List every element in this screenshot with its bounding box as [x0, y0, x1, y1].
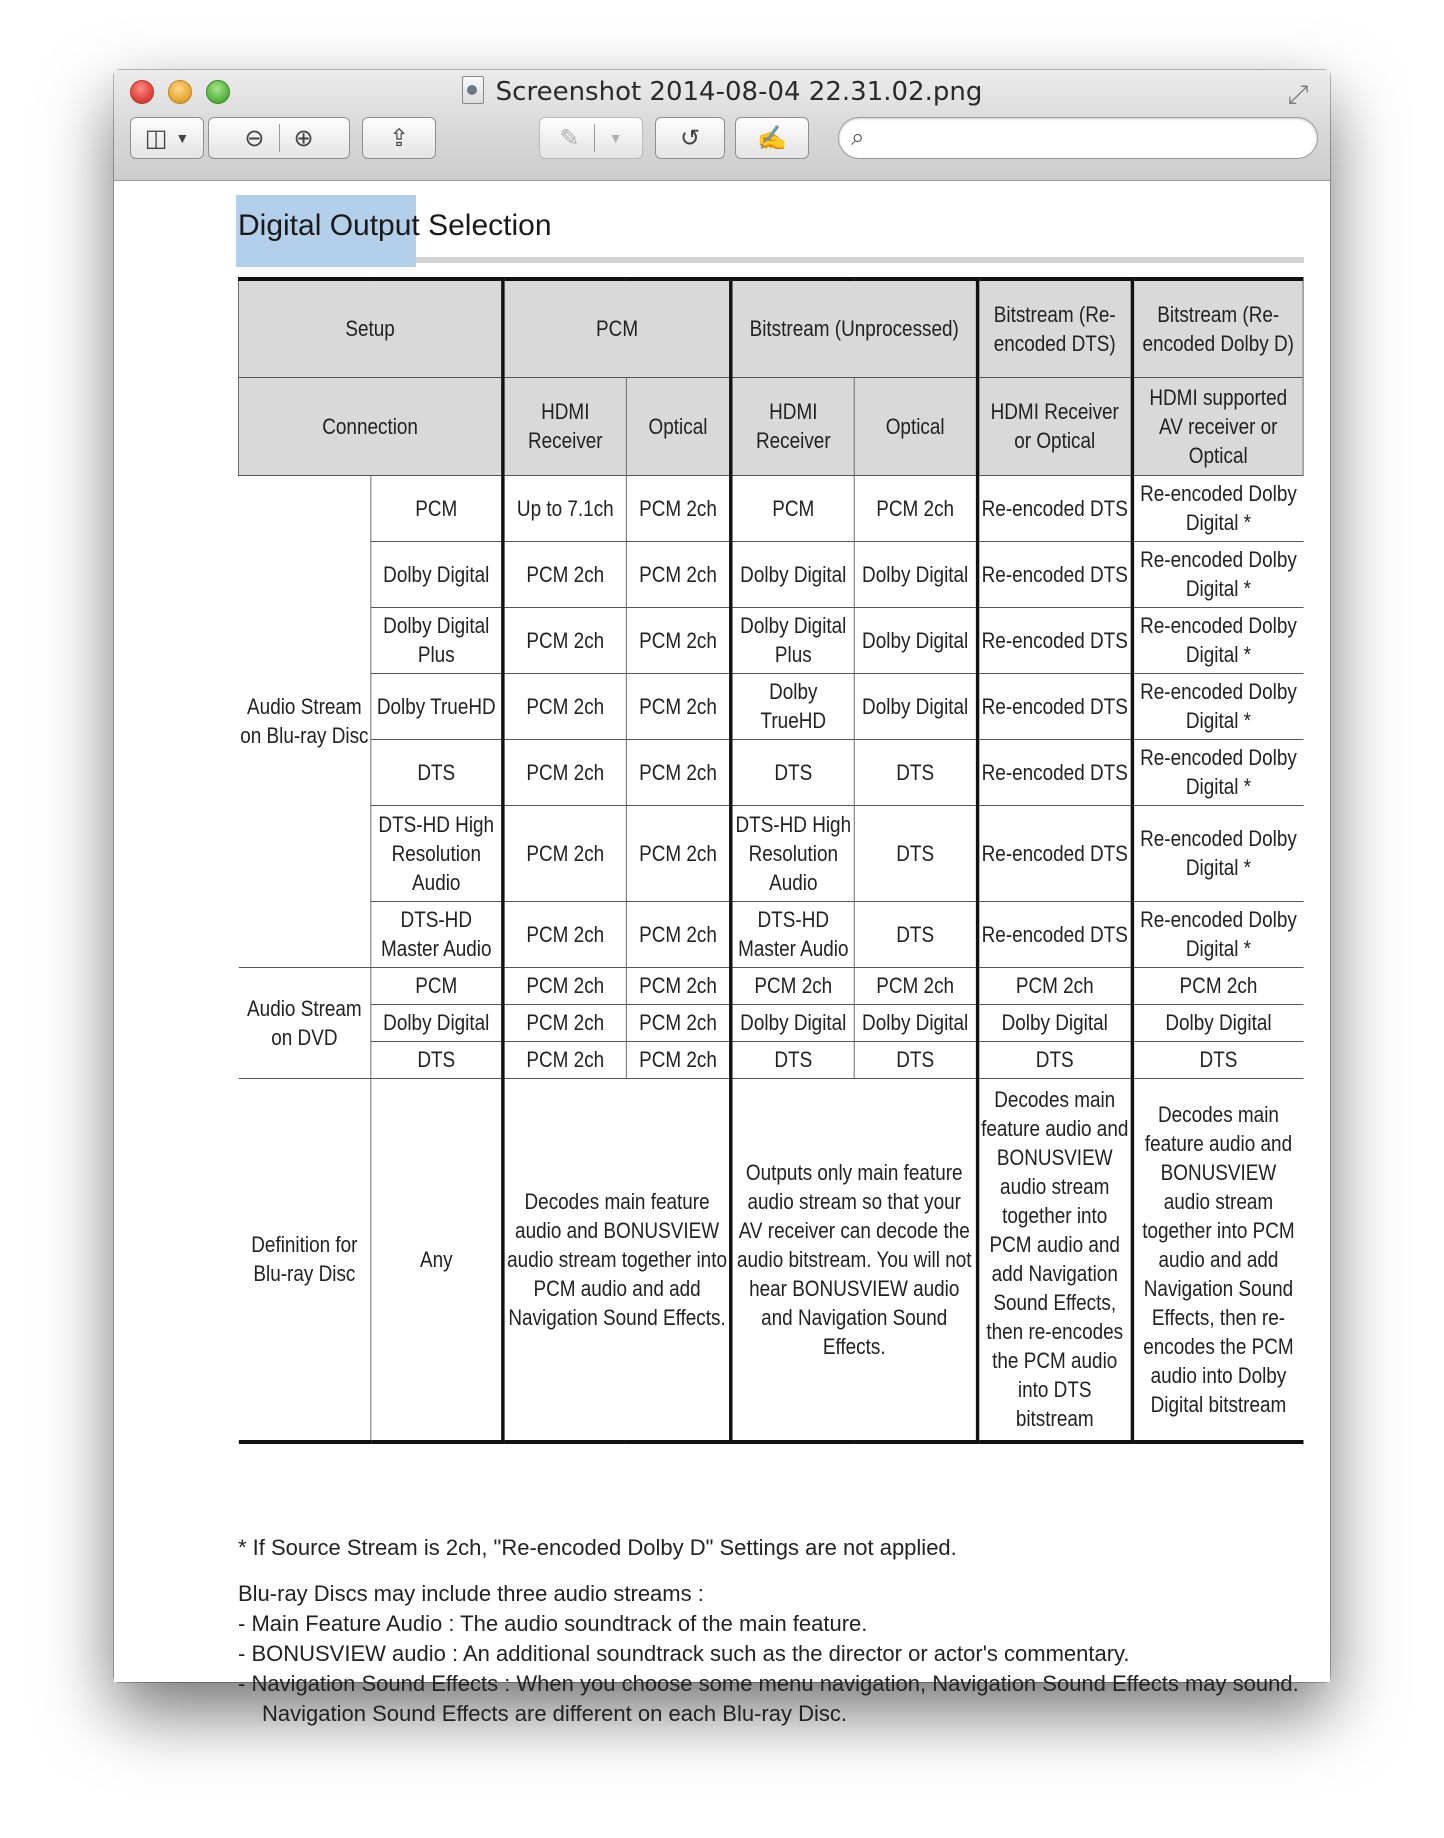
table-cell: PCM 2ch	[1132, 967, 1303, 1004]
definition-dolby: Decodes main feature audio and BONUSVIEW audio stream together into PCM audio and add Navigation Sound Effects, then re-encodes the PCM audio into Dolby Digital bitstream	[1132, 1078, 1303, 1442]
table-cell: Dolby Digital	[854, 541, 977, 607]
sidebar-icon: ◫	[144, 124, 168, 152]
table-cell: DTS	[731, 739, 854, 805]
stream-name: Dolby Digital	[371, 1004, 503, 1041]
edit-toolbar-button[interactable]	[735, 117, 809, 159]
setup-pcm: PCM	[503, 279, 731, 377]
table-cell: PCM 2ch	[626, 475, 731, 541]
table-row	[238, 1078, 1303, 1442]
conn-unproc-optical: Optical	[854, 377, 977, 475]
list-item: - Navigation Sound Effects : When you choose some menu navigation, Navigation Sound Effects may sound. Navigation Sound Effects are different on each Blu-ray Disc.	[238, 1671, 1299, 1726]
table-cell: Re-encoded Dolby Digital *	[1132, 475, 1303, 541]
setup-bitstream-dolby: Bitstream (Re-encoded Dolby D)	[1132, 279, 1303, 377]
section-heading	[238, 197, 1138, 247]
notes	[238, 1533, 1304, 1729]
group-label-dvd: Audio Stream on DVD	[238, 967, 370, 1078]
preview-window	[114, 70, 1330, 1726]
table-row	[238, 805, 1303, 901]
table-cell: Dolby Digital	[854, 607, 977, 673]
table-cell: Re-encoded DTS	[977, 673, 1132, 739]
table-cell: PCM	[731, 475, 854, 541]
heading-selected-text[interactable]: Digital Output	[238, 209, 420, 242]
table-cell: Re-encoded DTS	[977, 607, 1132, 673]
table-cell: Dolby Digital	[731, 1004, 854, 1041]
table-cell: Dolby Digital	[977, 1004, 1132, 1041]
sidebar-view-button[interactable]	[130, 117, 204, 159]
table-cell: DTS	[854, 1041, 977, 1078]
table-row	[238, 967, 1303, 1004]
search-icon: ⌕	[851, 124, 865, 151]
title-bar[interactable]	[114, 70, 1330, 181]
setup-bitstream-unprocessed: Bitstream (Unprocessed)	[731, 279, 977, 377]
table-cell: PCM 2ch	[626, 1041, 731, 1078]
list-item: - BONUSVIEW audio : An additional soundtrack such as the director or actor's commentary.	[238, 1641, 1130, 1666]
table-row	[238, 901, 1303, 967]
table-cell: Re-encoded DTS	[977, 805, 1132, 901]
pen-icon: ✎	[559, 124, 580, 152]
document-proxy-icon[interactable]	[462, 76, 484, 104]
table-cell: PCM 2ch	[503, 541, 626, 607]
share-icon: ⇪	[388, 124, 410, 152]
table-cell: Re-encoded Dolby Digital *	[1132, 805, 1303, 901]
table-cell: PCM 2ch	[854, 475, 977, 541]
table-cell: DTS-HD Master Audio	[731, 901, 854, 967]
fullscreen-icon[interactable]: ⤢	[1287, 79, 1309, 109]
table-cell: Dolby TrueHD	[731, 673, 854, 739]
table-cell: PCM 2ch	[503, 805, 626, 901]
table-cell: PCM 2ch	[503, 739, 626, 805]
table-row	[238, 1004, 1303, 1041]
notes-intro: Blu-ray Discs may include three audio streams :	[238, 1581, 704, 1606]
table-cell: PCM 2ch	[503, 1041, 626, 1078]
stream-name: DTS	[371, 739, 503, 805]
table-cell: PCM 2ch	[626, 739, 731, 805]
conn-dolby: HDMI supported AV receiver or Optical	[1132, 377, 1303, 475]
table-cell: Re-encoded Dolby Digital *	[1132, 607, 1303, 673]
zoom-in-icon[interactable]: ⊕	[293, 124, 314, 152]
table-cell: Dolby Digital	[1132, 1004, 1303, 1041]
conn-dts: HDMI Receiver or Optical	[977, 377, 1132, 475]
table-cell: PCM 2ch	[503, 673, 626, 739]
table-cell: Re-encoded Dolby Digital *	[1132, 673, 1303, 739]
stream-name: DTS-HD High Resolution Audio	[371, 805, 503, 901]
table-cell: DTS-HD High Resolution Audio	[731, 805, 854, 901]
setup-label: Setup	[238, 279, 503, 377]
table-cell: DTS	[1132, 1041, 1303, 1078]
stream-name: PCM	[371, 475, 503, 541]
stream-name: DTS-HD Master Audio	[371, 901, 503, 967]
table-cell: PCM 2ch	[503, 607, 626, 673]
table-cell: PCM 2ch	[854, 967, 977, 1004]
table-cell: Re-encoded DTS	[977, 739, 1132, 805]
definition-pcm: Decodes main feature audio and BONUSVIEW audio stream together into PCM audio and add Navigation Sound Effects.	[503, 1078, 731, 1442]
heading-rest-text: Selection	[419, 209, 552, 242]
table-cell: PCM 2ch	[626, 805, 731, 901]
table-cell: Dolby Digital	[854, 673, 977, 739]
table-cell: PCM 2ch	[503, 967, 626, 1004]
window-title	[114, 76, 1330, 107]
table-cell: DTS	[854, 739, 977, 805]
definition-unprocessed: Outputs only main feature audio stream so that your AV receiver can decode the audio bitstream. You will not hear BONUSVIEW audio and Navigation Sound Effects.	[731, 1078, 977, 1442]
table-cell: DTS	[854, 901, 977, 967]
table-cell: Re-encoded Dolby Digital *	[1132, 739, 1303, 805]
table-cell: PCM 2ch	[503, 1004, 626, 1041]
zoom-out-icon[interactable]: ⊖	[244, 124, 265, 152]
rotate-icon: ↺	[679, 124, 701, 152]
digital-output-table	[238, 277, 1304, 1444]
table-row	[238, 673, 1303, 739]
conn-unproc-hdmi: HDMI Receiver	[731, 377, 854, 475]
table-row	[238, 739, 1303, 805]
table-cell: PCM 2ch	[977, 967, 1132, 1004]
definition-dts: Decodes main feature audio and BONUSVIEW audio stream together into PCM audio and add Navigation Sound Effects, then re-encodes the PCM audio into DTS bitstream	[977, 1078, 1132, 1442]
table-cell: PCM 2ch	[626, 541, 731, 607]
connection-label: Connection	[238, 377, 503, 475]
table-cell: PCM 2ch	[626, 607, 731, 673]
table-cell: PCM 2ch	[626, 967, 731, 1004]
stream-name: Dolby Digital	[371, 541, 503, 607]
stream-name: Dolby Digital Plus	[371, 607, 503, 673]
table-cell: PCM 2ch	[626, 673, 731, 739]
table-cell: PCM 2ch	[626, 901, 731, 967]
table-cell: Up to 7.1ch	[503, 475, 626, 541]
table-cell: Dolby Digital	[854, 1004, 977, 1041]
stream-name: DTS	[371, 1041, 503, 1078]
table-cell: Re-encoded DTS	[977, 475, 1132, 541]
table-row	[238, 1041, 1303, 1078]
table-cell: PCM 2ch	[731, 967, 854, 1004]
stream-name: PCM	[371, 967, 503, 1004]
setup-bitstream-dts: Bitstream (Re-encoded DTS)	[977, 279, 1132, 377]
search-field[interactable]	[838, 117, 1318, 159]
list-item: - Main Feature Audio : The audio soundtrack of the main feature.	[238, 1611, 868, 1636]
search-input[interactable]	[883, 124, 1307, 154]
table-cell: PCM 2ch	[503, 901, 626, 967]
table-cell: Re-encoded Dolby Digital *	[1132, 541, 1303, 607]
share-button[interactable]	[362, 117, 436, 159]
table-cell: DTS	[977, 1041, 1132, 1078]
document-view[interactable]	[114, 181, 1330, 1726]
window-title-text: Screenshot 2014-08-04 22.31.02.png	[495, 77, 983, 107]
table-cell: DTS	[854, 805, 977, 901]
conn-pcm-hdmi: HDMI Receiver	[503, 377, 626, 475]
footnote: * If Source Stream is 2ch, "Re-encoded Dolby D" Settings are not applied.	[238, 1535, 957, 1560]
chevron-down-icon: ▼	[608, 130, 623, 146]
definition-label: Definition for Blu-ray Disc	[238, 1078, 370, 1442]
table-row	[238, 475, 1303, 541]
edit-toolbox-icon: ✍	[757, 124, 787, 152]
zoom-control	[208, 117, 350, 159]
definition-stream: Any	[371, 1078, 503, 1442]
table-cell: Dolby Digital	[731, 541, 854, 607]
table-cell: Re-encoded DTS	[977, 901, 1132, 967]
group-label-bluray: Audio Stream on Blu-ray Disc	[238, 475, 370, 967]
conn-pcm-optical: Optical	[626, 377, 731, 475]
table-cell: Re-encoded Dolby Digital *	[1132, 901, 1303, 967]
table-row	[238, 541, 1303, 607]
stream-name: Dolby TrueHD	[371, 673, 503, 739]
table-row	[238, 607, 1303, 673]
table-cell: Dolby Digital Plus	[731, 607, 854, 673]
table-cell: Re-encoded DTS	[977, 541, 1132, 607]
rotate-button[interactable]	[655, 117, 725, 159]
pen-button[interactable]	[539, 117, 643, 159]
chevron-down-icon: ▼	[175, 130, 190, 146]
table-cell: PCM 2ch	[626, 1004, 731, 1041]
table-cell: DTS	[731, 1041, 854, 1078]
